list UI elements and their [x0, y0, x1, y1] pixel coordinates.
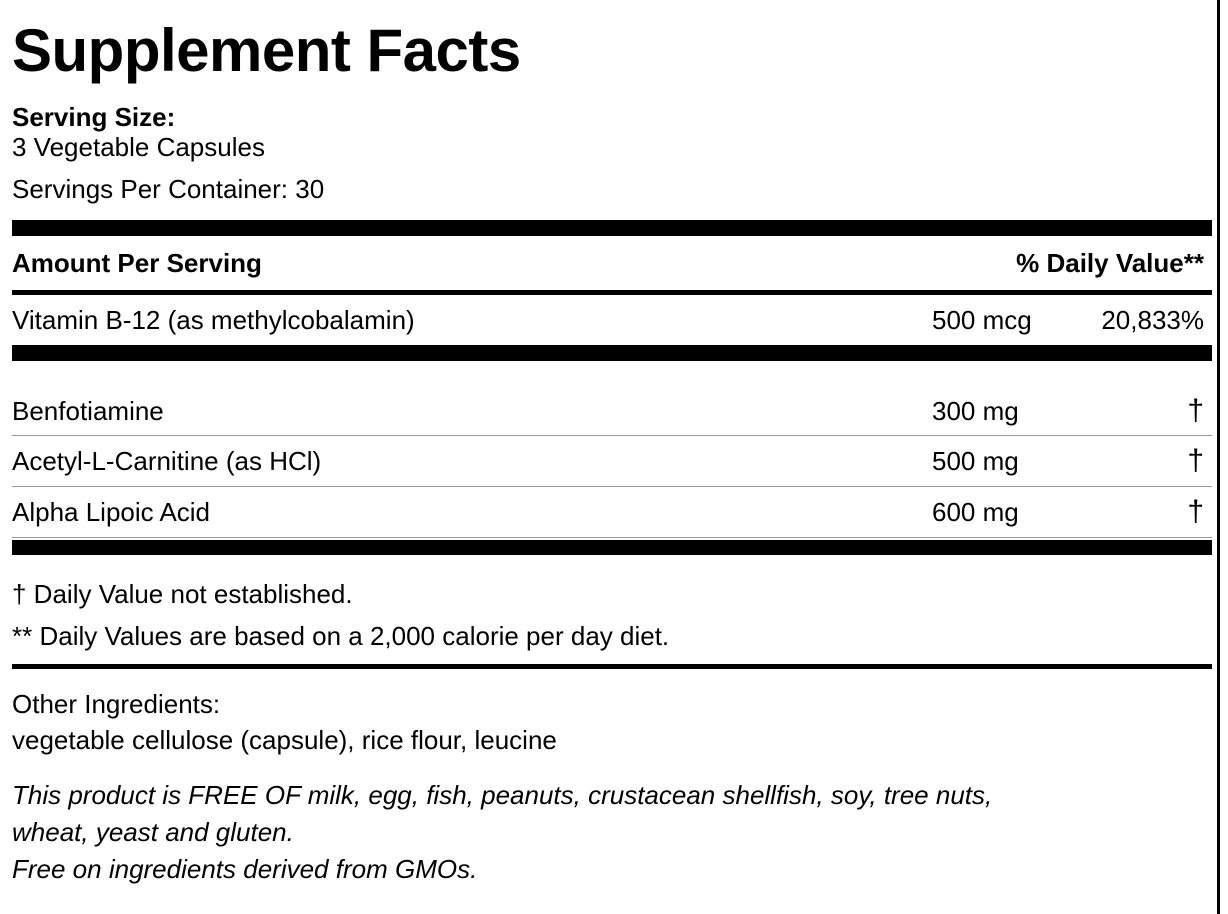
- ingredient-amount: 300 mg: [932, 395, 1019, 426]
- table-row: [12, 436, 1212, 486]
- divider-thick: [12, 345, 1212, 361]
- ingredient-name: Acetyl-L-Carnitine (as HCl): [12, 445, 322, 476]
- header-daily-value: % Daily Value**: [1016, 247, 1204, 278]
- dagger-mark: †: [1187, 394, 1204, 427]
- ingredient-amount: 500 mg: [932, 445, 1019, 476]
- allergen-line: This product is FREE OF milk, egg, fish, peanuts, crustacean shellfish, soy, tree nuts,: [12, 780, 993, 810]
- footnote-dagger: † Daily Value not established.: [12, 579, 353, 609]
- dagger-mark: †: [1187, 444, 1204, 477]
- dagger-mark: †: [1187, 495, 1204, 528]
- other-ingredients-label: Other Ingredients:: [12, 689, 221, 719]
- divider-medium: [12, 664, 1212, 669]
- spacer: [12, 361, 1212, 387]
- gmo-statement: Free on ingredients derived from GMOs.: [12, 854, 478, 884]
- supplement-facts-inner: [12, 0, 1212, 888]
- footnote-daily-values: ** Daily Values are based on a 2,000 calorie per day diet.: [12, 621, 670, 651]
- table-row: [12, 387, 1212, 435]
- ingredient-name: Alpha Lipoic Acid: [12, 496, 211, 527]
- page-title: Supplement Facts: [12, 17, 521, 84]
- header-amount-per-serving: Amount Per Serving: [12, 247, 262, 278]
- ingredient-name: Benfotiamine: [12, 395, 164, 426]
- table-row: [12, 295, 1212, 345]
- other-ingredients-value: vegetable cellulose (capsule), rice flour, leucine: [12, 725, 557, 755]
- divider-thick: [12, 220, 1212, 236]
- divider-thin: [12, 537, 1212, 538]
- divider-thick: [12, 540, 1212, 555]
- allergen-statement: [12, 777, 1192, 888]
- allergen-line: wheat, yeast and gluten.: [12, 817, 294, 847]
- nutrient-amount: 500 mcg: [932, 304, 1032, 335]
- spacer: [12, 204, 1212, 220]
- ingredient-amount: 600 mg: [932, 496, 1019, 527]
- serving-size-label: Serving Size:: [12, 102, 176, 132]
- table-row: [12, 487, 1212, 537]
- servings-per-container: Servings Per Container: 30: [12, 174, 325, 204]
- nutrient-name: Vitamin B-12 (as methylcobalamin): [12, 304, 415, 335]
- nutrient-daily-value: 20,833%: [1101, 304, 1204, 335]
- table-header-row: [12, 236, 1212, 290]
- serving-size-value: 3 Vegetable Capsules: [12, 132, 265, 162]
